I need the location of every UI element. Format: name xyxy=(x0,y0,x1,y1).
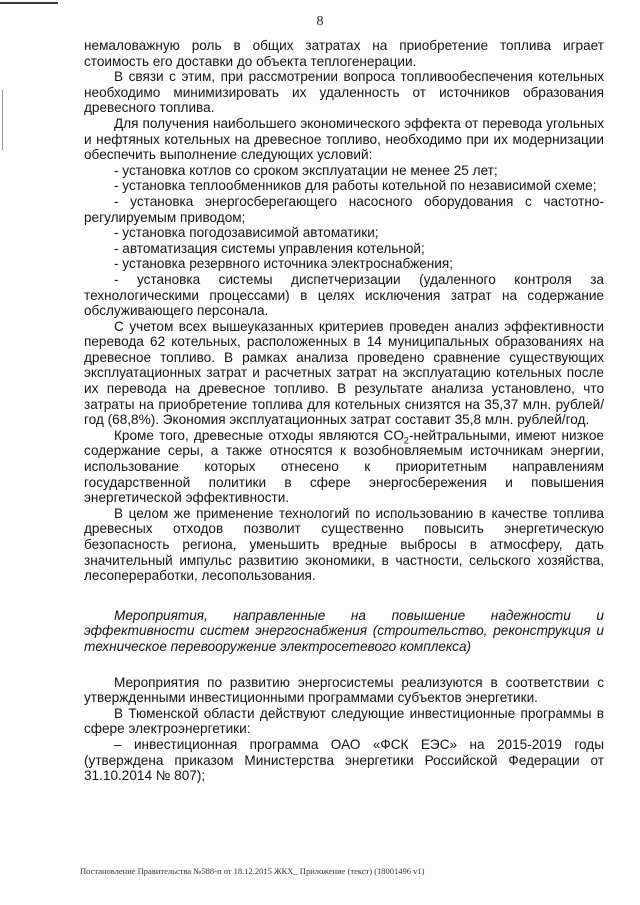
document-body xyxy=(84,38,604,784)
co2-text-before: Кроме того, древесные отходы являются CO xyxy=(114,427,404,443)
paragraph-analysis: С учетом всех вышеуказанных критериев проведен анализ эффективности перевода 62 котельных, расположенных в 14 муниципальных образованиях на древесное топливо. В рамках анализа проведено сравнение существующих эксплуатационных затрат и расчетных затрат на эксплуатацию котельных после их перевода на древесное топливо. В результате анализа установлено, что затраты на приобретение топлива для котельных снизятся на 35,37 млн. рублей/год (68,8%). Экономия эксплуатационных затрат составит 35,8 млн. рублей/год. xyxy=(84,318,604,428)
paragraph-investment-intro: Мероприятия по развитию энергосистемы реализуются в соответствии с утвержденными инвестиционными программами субъектов энергетики. xyxy=(84,674,604,706)
section-heading: Мероприятия, направленные на повышение надежности и эффективности систем энергоснабжения (строительство, реконструкция и техническое перевооружение электросетевого комплекса) xyxy=(84,607,604,654)
document-footer: Постановление Правительства №588-п от 18.12.2015 ЖКХ_ Приложение (текст) (18001496 v1) xyxy=(80,866,425,876)
list-item-backup-power: - установка резервного источника электроснабжения; xyxy=(114,256,454,272)
list-item-fsk-program: – инвестиционная программа ОАО «ФСК ЕЭС» на 2015-2019 годы (утверждена приказом Министерства энергетики Российской Федерации от 31.10.2014 № 807); xyxy=(84,736,604,784)
scan-edge-mark xyxy=(0,2,58,4)
paragraph-conditions-intro: Для получения наибольшего экономического эффекта от перевода угольных и нефтяных котельных на древесное топливо, необходимо при их модернизации обеспечить выполнение следующих условий: xyxy=(84,115,604,163)
list-item-dispatch: - установка системы диспетчеризации (удаленного контроля за технологическими процессами) в целях исключения затрат на содержание обслуживающего персонала. xyxy=(84,271,604,319)
paragraph-co2 xyxy=(84,428,604,506)
list-item-boilers: - установка котлов со сроком эксплуатации не менее 25 лет; xyxy=(114,162,498,178)
list-item-pumps: - установка энергосберегающего насосного оборудования с частотно-регулируемым приводом; xyxy=(84,193,604,225)
paragraph-conclusion: В целом же применение технологий по использованию в качестве топлива древесных отходов позволит существенно повысить энергетическую безопасность региона, уменьшить вредные выбросы в атмосферу, дать значительный импульс развитию экономики, в частности, сельского хозяйства, лесопереработки, лесопользования. xyxy=(84,505,604,584)
page-number: 8 xyxy=(316,14,324,29)
co2-text-after: -нейтральными, имеют низкое содержание серы, а также относятся к возобновляемым источникам энергии, использование которых отнесено к приоритетным направлениям государственной политики в сфере энергосбережения и повышения энергетической эффективности. xyxy=(84,427,604,506)
co2-subscript: 2 xyxy=(403,435,409,446)
list-item-automation-weather: - установка погодозависимой автоматики; xyxy=(114,225,379,241)
list-item-control-automation: - автоматизация системы управления котельной; xyxy=(114,240,425,256)
paragraph-continuation: немаловажную роль в общих затратах на приобретение топлива играет стоимость его доставки до объекта теплогенерации. xyxy=(84,38,604,69)
scan-edge-mark-left xyxy=(2,90,3,150)
paragraph-fuel-supply: В связи с этим, при рассмотрении вопроса топливообеспечения котельных необходимо минимизировать их удаленность от источников образования древесного топлива. xyxy=(84,69,604,116)
paragraph-tyumen-programs: В Тюменской области действуют следующие инвестиционные программы в сфере электроэнергетики: xyxy=(84,705,604,737)
list-item-heat-exchangers: - установка теплообменников для работы котельной по независимой схеме; xyxy=(114,178,597,194)
